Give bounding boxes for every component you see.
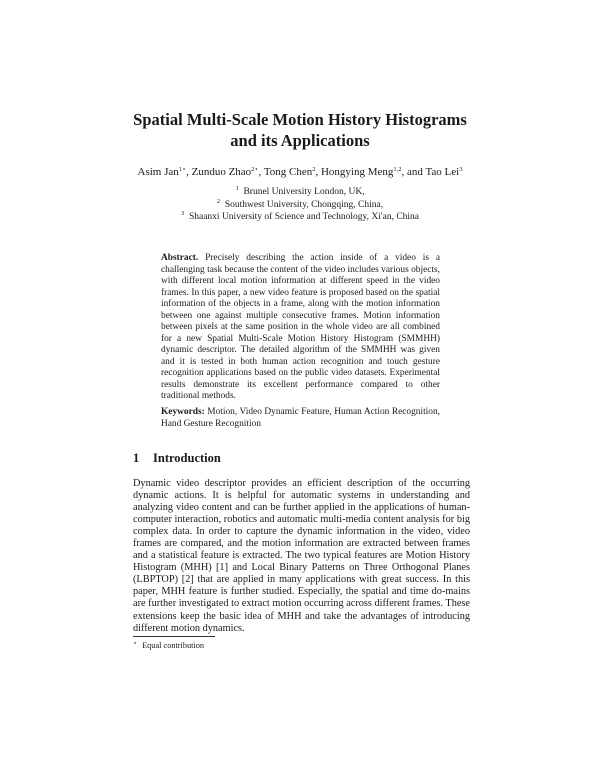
title-line-2: and its Applications xyxy=(230,131,370,150)
section-title: Introduction xyxy=(153,451,221,465)
introduction-paragraph: Dynamic video descriptor provides an efficient description of the occurring dynamic actions. It is helpful for automatic systems in understanding and analyzing video content and can be further applied in the applications of human-computer interaction, robotics and automatic multi-media content analysis for big complex data. In order to capture the dynamic information in the video, video frames are compared, and the motion information are extracted between frames and a statistical feature is extracted. The two typical features are Motion History Histogram (MHH) [1] and Local Binary Patterns on Three Orthogonal Planes (LBPTOP) [2] that are applied in many applications with great success. In this paper, MHH feature is further studied. Especially, the spatial and time do-mains are further investigated to extract motion occurring across different frames. These extensions keep the basic idea of MHH and take the advantages of introducing different motion dynamics. xyxy=(133,478,470,634)
author: Asim Jan$^{1⋆}$, xyxy=(137,166,192,178)
affiliation-list xyxy=(60,186,540,224)
footnote-mark: ⋆ xyxy=(133,640,138,647)
footnote xyxy=(133,641,204,651)
footnote-divider xyxy=(133,636,215,637)
keywords-text: Motion, Video Dynamic Feature, Human Action Recognition, Hand Gesture Recognition xyxy=(161,407,441,429)
author: Tao Lei$^3$ xyxy=(425,166,463,178)
author: Hongying Meng$^{1,2}$, and xyxy=(320,166,426,178)
abstract-label: Abstract. xyxy=(161,253,199,263)
title-line-1: Spatial Multi-Scale Motion History Histograms xyxy=(133,110,467,129)
keywords xyxy=(161,407,440,430)
section-heading xyxy=(133,451,221,466)
author: Zunduo Zhao$^{2⋆}$, xyxy=(191,166,264,178)
affiliation: $^3$ Shaanxi University of Science and Technology, Xi'an, China xyxy=(180,210,420,222)
abstract-text: Precisely describing the action inside of a video is a challenging task because the content of the video includes various objects, with different local motion information at different speed in the video frames. In this paper, a new video feature is proposed based on the spatial information of the objects in a frame, along with the motion information between one against multiple consecutive frames. Motion information between pixels at the same position in the whole video are all combined for a new Spatial Multi-Scale Motion History Histogram (SMMHH) dynamic descriptor. The detailed algorithm of the SMMHH was given and it is tested in both human action recognition and touch gesture recognition applications based on the public video datasets. Experimental results demonstrate its excellent performance compared to other traditional methods. xyxy=(161,253,440,401)
author: Tong Chen$^2$, xyxy=(263,166,321,178)
affiliation: $^2$ Southwest University, Chongqing, China, xyxy=(216,197,384,210)
section-number: 1 xyxy=(133,451,140,465)
paper-title xyxy=(100,109,500,151)
author-list xyxy=(60,165,540,179)
abstract xyxy=(161,253,440,403)
affiliation: $^1$ Brunel University London, UK, xyxy=(235,185,365,197)
keywords-label: Keywords: xyxy=(161,407,205,417)
footnote-text: Equal contribution xyxy=(142,641,205,650)
